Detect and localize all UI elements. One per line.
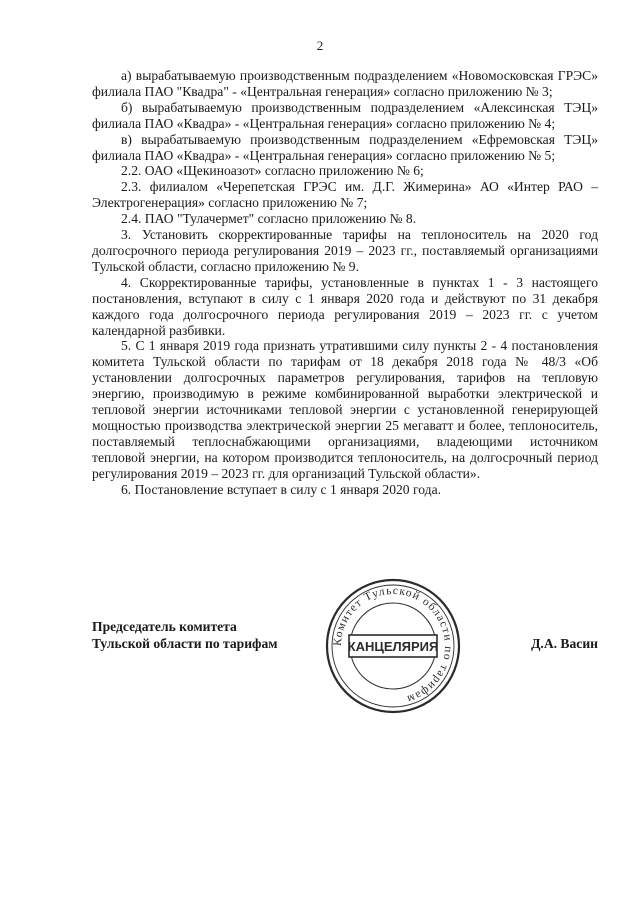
signature-block xyxy=(92,618,278,652)
paragraph: 2.3. филиалом «Черепетская ГРЭС им. Д.Г. Жимерина» АО «Интер РАО – Электрогенерация» согласно приложению № 7; xyxy=(92,179,598,211)
paragraph: 6. Постановление вступает в силу с 1 января 2020 года. xyxy=(121,481,441,497)
signer-name: Д.А. Васин xyxy=(531,636,598,651)
paragraph: в) вырабатываемую производственным подразделением «Ефремовская ТЭЦ» филиала ПАО «Квадра» - «Центральная генерация» согласно приложению № 5; xyxy=(92,131,598,163)
paragraph: 5. С 1 января 2019 года признать утратившими силу пункты 2 - 4 постановления комитета Тульской области по тарифам от 18 декабря 2018 года № 48/3 «Об установлении долгосрочных параметров регулирования, тарифов на тепловую энергию, производимую в режиме комбинированной выработки электрической и тепловой энергии источниками тепловой энергии с установленной генерирующей мощностью производства электрической энергии 25 мегаватт и более, теплоноситель, поставляемый теплоснабжающими организациями, владеющими источником тепловой энергии, на котором производится теплоноситель, на долгосрочный период регулирования 2019 – 2023 гг. для организаций Тульской области». xyxy=(92,338,598,481)
paragraph: 2.2. ОАО «Щекиноазот» согласно приложению № 6; xyxy=(121,163,424,179)
document-body xyxy=(92,68,598,497)
paragraph: а) вырабатываемую производственным подразделением «Новомосковская ГРЭС» филиала ПАО "Квадра" - «Центральная генерация» согласно приложению № 3; xyxy=(92,68,598,99)
page-number: 2 xyxy=(316,38,324,53)
paragraph: 4. Скорректированные тарифы, установленные в пунктах 1 - 3 настоящего постановления, вступают в силу с 1 января 2020 года и действуют по 31 декабря каждого года долгосрочного периода регулирования 2019 – 2023 гг. с учетом календарной разбивки. xyxy=(92,274,598,338)
paragraph: 2.4. ПАО "Тулачермет" согласно приложению № 8. xyxy=(121,211,417,227)
stamp-ring-text: Комитет Тульской области по тарифам xyxy=(331,584,455,706)
paragraph: б) вырабатываемую производственным подразделением «Алексинская ТЭЦ» филиала ПАО «Квадра» - «Центральная генерация» согласно приложению № 4; xyxy=(92,99,598,131)
stamp-center-text: КАНЦЕЛЯРИЯ xyxy=(347,639,439,654)
signer-position-line1: Председатель комитета xyxy=(92,619,237,634)
official-stamp xyxy=(322,575,464,717)
signer-position-line2: Тульской области по тарифам xyxy=(92,636,278,651)
paragraph: 3. Установить скорректированные тарифы на теплоноситель на 2020 год долгосрочного периода регулирования 2019 – 2023 гг., поставляемый организациями Тульской области, согласно приложению № 9. xyxy=(92,227,598,274)
